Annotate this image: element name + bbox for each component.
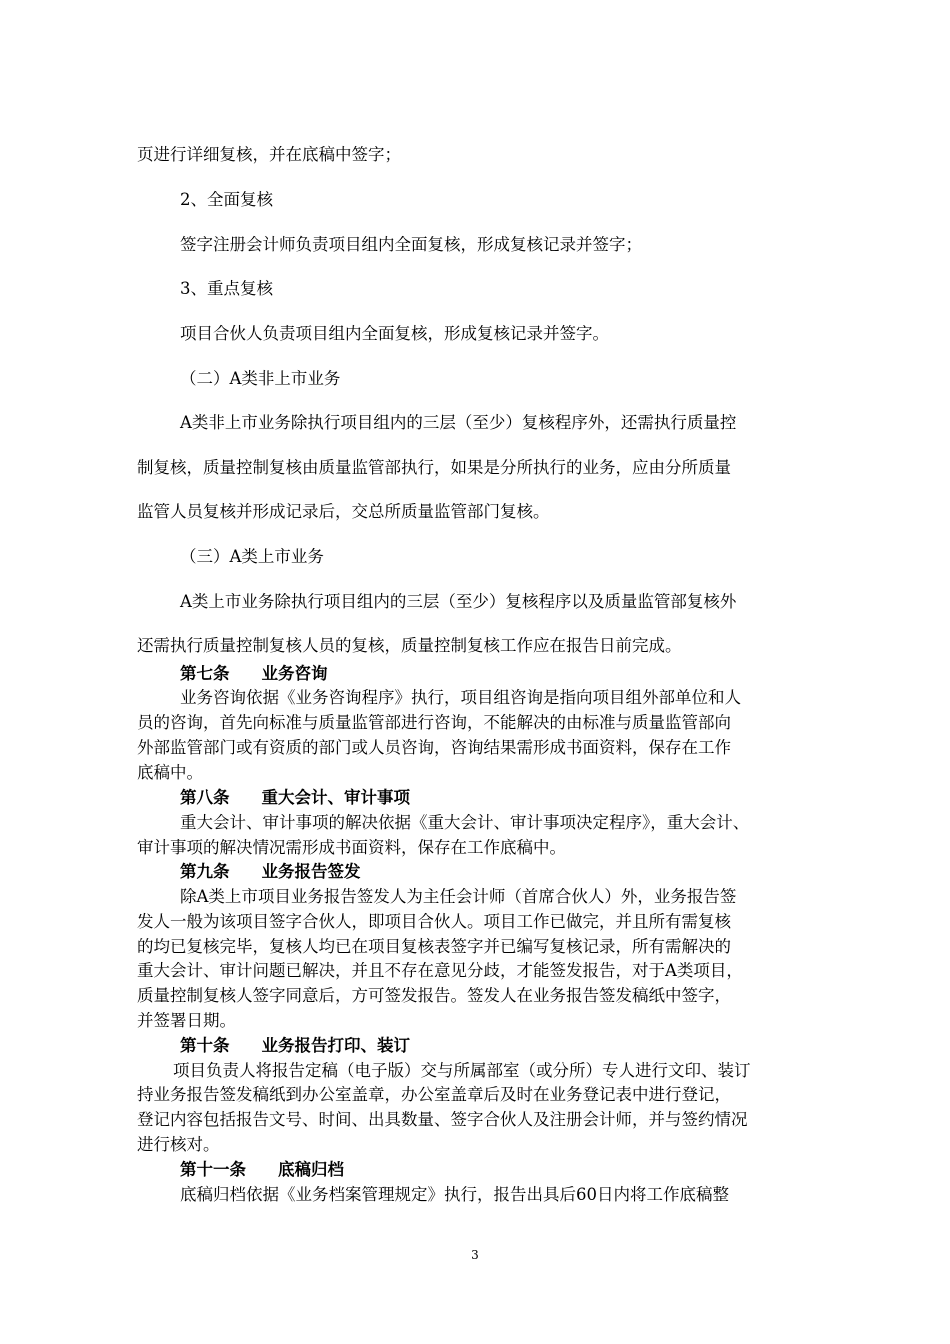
paragraph-line: 页进行详细复核，并在底稿中签字； [137, 145, 401, 164]
article-title: 重大会计、审计事项 [261, 788, 410, 807]
article-heading [180, 664, 328, 684]
article-number: 第十一条 [180, 1160, 246, 1179]
paragraph-line: 项目合伙人负责项目组内全面复核，形成复核记录并签字。 [180, 324, 609, 343]
paragraph-line: 底稿归档依据《业务档案管理规定》执行，报告出具后60日内将工作底稿整 [180, 1185, 729, 1204]
section-heading: （二）A类非上市业务 [180, 369, 341, 388]
paragraph-line: 登记内容包括报告文号、时间、出具数量、签字合伙人及注册会计师，并与签约情况 [137, 1110, 748, 1129]
subsection-heading: 2、全面复核 [180, 190, 273, 209]
paragraph-line: 员的咨询，首先向标准与质量监管部进行咨询，不能解决的由标准与质量监管部向 [137, 713, 731, 732]
article-number: 第八条 [180, 788, 230, 807]
paragraph-line: 发人一般为该项目签字合伙人，即项目合伙人。项目工作已做完，并且所有需复核 [137, 912, 731, 931]
paragraph-line: A类非上市业务除执行项目组内的三层（至少）复核程序外，还需执行质量控 [180, 413, 737, 432]
article-title: 业务报告打印、装订 [261, 1036, 410, 1055]
paragraph-line: 监管人员复核并形成记录后，交总所质量监管部门复核。 [137, 502, 550, 521]
paragraph-line: 的均已复核完毕，复核人均已在项目复核表签字并已编写复核记录，所有需解决的 [137, 937, 731, 956]
paragraph-line: 审计事项的解决情况需形成书面资料，保存在工作底稿中。 [137, 838, 566, 857]
paragraph-line: 持业务报告签发稿纸到办公室盖章，办公室盖章后及时在业务登记表中进行登记， [137, 1085, 731, 1104]
article-title: 底稿归档 [278, 1160, 344, 1179]
paragraph-line: 重大会计、审计问题已解决，并且不存在意见分歧，才能签发报告，对于A类项目， [137, 961, 743, 980]
paragraph-line: 项目负责人将报告定稿（电子版）交与所属部室（或分所）专人进行文印、装订 [173, 1061, 751, 1080]
paragraph-line: 除A类上市项目业务报告签发人为主任会计师（首席合伙人）外，业务报告签 [180, 887, 737, 906]
page-number: 3 [471, 1248, 479, 1262]
article-title: 业务报告签发 [261, 862, 361, 881]
article-heading [180, 862, 361, 882]
paragraph-line: 业务咨询依据《业务咨询程序》执行，项目组咨询是指向项目组外部单位和人 [180, 688, 741, 707]
paragraph-line: 重大会计、审计事项的解决依据《重大会计、审计事项决定程序》，重大会计、 [180, 813, 750, 832]
article-heading [180, 788, 410, 808]
paragraph-line: 底稿中。 [137, 763, 203, 782]
article-heading [180, 1160, 344, 1180]
paragraph-line: 进行核对。 [137, 1135, 220, 1154]
article-number: 第七条 [180, 664, 230, 683]
paragraph-line: 外部监管部门或有资质的部门或人员咨询，咨询结果需形成书面资料，保存在工作 [137, 738, 731, 757]
paragraph-line: 签字注册会计师负责项目组内全面复核，形成复核记录并签字； [180, 235, 642, 254]
paragraph-line: A类上市业务除执行项目组内的三层（至少）复核程序以及质量监管部复核外 [180, 592, 737, 611]
section-heading: （三）A类上市业务 [180, 547, 324, 566]
paragraph-line: 并签署日期。 [137, 1011, 236, 1030]
paragraph-line: 质量控制复核人签字同意后，方可签发报告。签发人在业务报告签发稿纸中签字， [137, 986, 731, 1005]
article-heading [180, 1036, 410, 1056]
paragraph-line: 还需执行质量控制复核人员的复核，质量控制复核工作应在报告日前完成。 [137, 636, 682, 655]
article-number: 第九条 [180, 862, 230, 881]
subsection-heading: 3、重点复核 [180, 279, 273, 298]
article-number: 第十条 [180, 1036, 230, 1055]
paragraph-line: 制复核，质量控制复核由质量监管部执行，如果是分所执行的业务，应由分所质量 [137, 458, 731, 477]
article-title: 业务咨询 [261, 664, 328, 683]
